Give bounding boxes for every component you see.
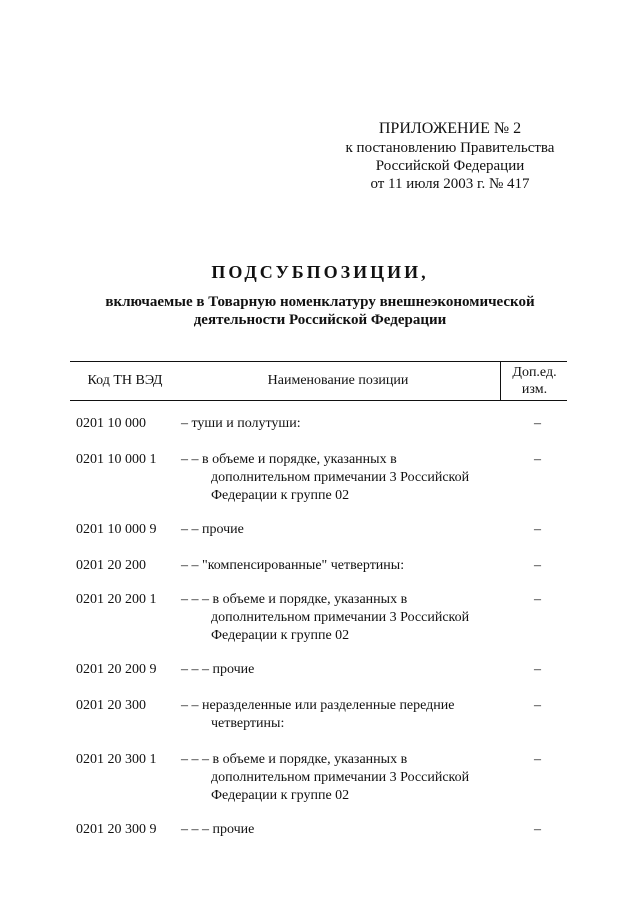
row-name-first-line [181, 662, 254, 677]
row-name-line-3: Федерации к группе 02 [211, 788, 350, 803]
row-name-line-1: прочие [202, 522, 244, 537]
header-unit-line-1: Доп.ед. [512, 365, 557, 380]
row-name-line-2: четвертины: [211, 716, 285, 731]
row-name-first-line [181, 452, 397, 467]
row-name-line-1: прочие [212, 662, 255, 677]
row-name-line-1: прочие [212, 822, 255, 837]
row-name-line-1: в объеме и порядке, указанных в [202, 452, 397, 467]
row-unit: – [534, 522, 541, 537]
row-level-dashes: – [181, 416, 188, 431]
row-name [181, 415, 506, 433]
row-name [181, 591, 506, 645]
row-name [181, 821, 506, 839]
row-unit: – [534, 752, 541, 767]
header-name: Наименование позиции [267, 373, 409, 388]
appendix-line-2: Российской Федерации [375, 158, 525, 174]
header-unit-line-2: изм. [521, 382, 548, 397]
row-name-line-3: Федерации к группе 02 [211, 628, 350, 643]
row-name-first-line [181, 522, 244, 537]
row-code: 0201 20 200 9 [76, 662, 157, 677]
row-name [181, 697, 506, 733]
row-unit: – [534, 698, 541, 713]
row-code: 0201 10 000 [76, 416, 146, 431]
table-row [70, 661, 567, 679]
row-level-dashes: – – [181, 698, 199, 713]
row-name-line-3: Федерации к группе 02 [211, 488, 350, 503]
row-level-dashes: – – [181, 522, 199, 537]
row-unit: – [534, 416, 541, 431]
table-row [70, 751, 567, 805]
table-row [70, 451, 567, 505]
row-code: 0201 20 300 1 [76, 752, 157, 767]
row-name [181, 751, 506, 805]
appendix-block [300, 120, 600, 193]
positions-table [70, 361, 567, 837]
row-name [181, 557, 506, 575]
heading-sub-line-2: деятельности Российской Федерации [193, 312, 447, 328]
table-row [70, 591, 567, 645]
row-name-line-1: неразделенные или разделенные передние [202, 698, 455, 713]
row-name [181, 521, 506, 539]
row-unit: – [534, 558, 541, 573]
row-name-line-1: в объеме и порядке, указанных в [212, 752, 408, 767]
row-name-line-2: дополнительном примечании 3 Российской [211, 770, 470, 785]
row-code: 0201 20 200 [76, 558, 146, 573]
appendix-title: ПРИЛОЖЕНИЕ № 2 [378, 120, 522, 137]
appendix-line-1: к постановлению Правительства [345, 140, 555, 156]
row-unit: – [534, 452, 541, 467]
row-level-dashes: – – [181, 558, 199, 573]
row-name-first-line [181, 558, 404, 573]
row-name-first-line [181, 822, 254, 837]
row-name-first-line [181, 592, 407, 607]
heading-sub-line-1: включаемые в Товарную номенклатуру внешнеэкономической [105, 294, 535, 310]
table-row [70, 521, 567, 539]
row-unit: – [534, 592, 541, 607]
appendix-line-3: от 11 июля 2003 г. № 417 [370, 176, 530, 192]
row-code: 0201 20 300 9 [76, 822, 157, 837]
table-header [70, 361, 567, 401]
row-name [181, 451, 506, 505]
row-name-line-1: туши и полутуши: [191, 416, 301, 431]
table-row [70, 821, 567, 839]
row-name [181, 661, 506, 679]
heading-main: ПОДСУБПОЗИЦИИ, [211, 262, 429, 282]
header-unit [500, 362, 568, 400]
document-heading [0, 262, 640, 329]
row-level-dashes: – – – [181, 822, 209, 837]
row-unit: – [534, 662, 541, 677]
row-code: 0201 10 000 9 [76, 522, 157, 537]
table-row [70, 557, 567, 575]
row-name-line-1: "компенсированные" четвертины: [202, 558, 405, 573]
header-code: Код ТН ВЭД [87, 373, 163, 388]
row-code: 0201 20 300 [76, 698, 146, 713]
row-name-line-2: дополнительном примечании 3 Российской [211, 610, 470, 625]
row-level-dashes: – – – [181, 752, 209, 767]
table-row [70, 697, 567, 733]
row-name-line-2: дополнительном примечании 3 Российской [211, 470, 470, 485]
row-unit: – [534, 822, 541, 837]
row-level-dashes: – – – [181, 662, 209, 677]
row-name-first-line [181, 752, 407, 767]
row-name-first-line [181, 698, 455, 713]
row-name-first-line [181, 416, 301, 431]
row-level-dashes: – – [181, 452, 199, 467]
row-code: 0201 20 200 1 [76, 592, 157, 607]
table-row [70, 415, 567, 433]
row-level-dashes: – – – [181, 592, 209, 607]
row-name-line-1: в объеме и порядке, указанных в [212, 592, 408, 607]
row-code: 0201 10 000 1 [76, 452, 157, 467]
